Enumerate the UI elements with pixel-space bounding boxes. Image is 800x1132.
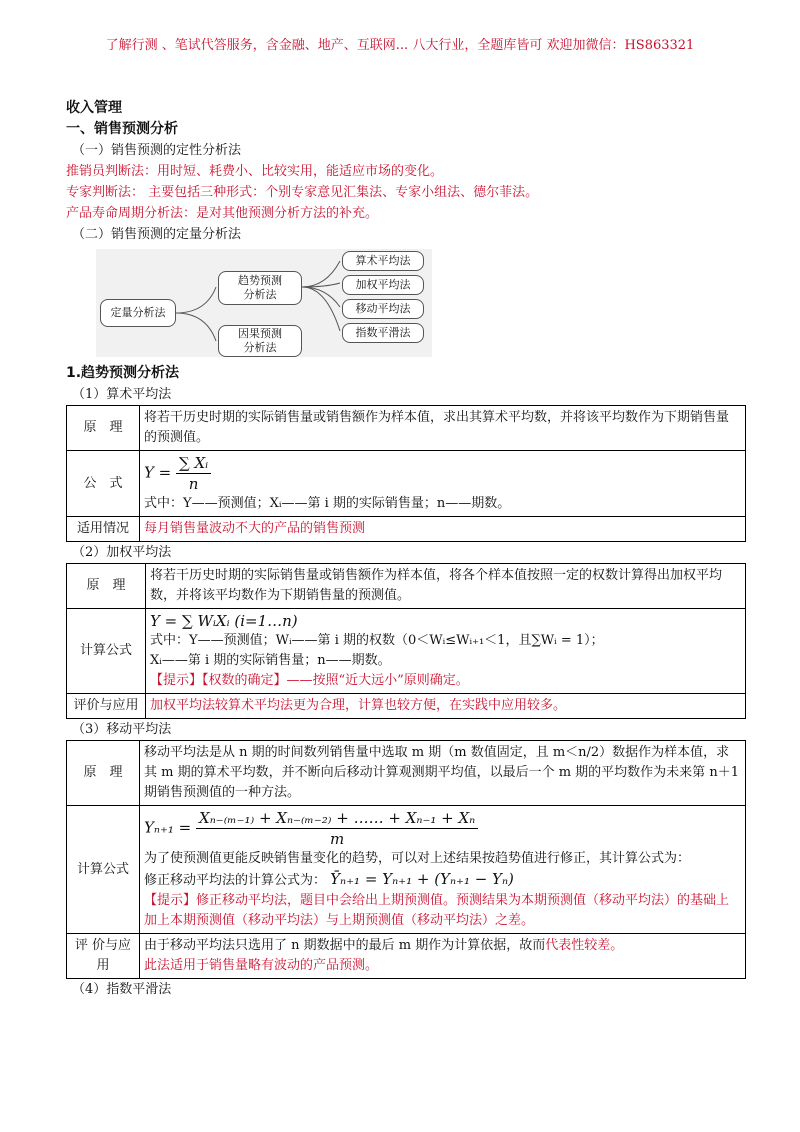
formula-note — [144, 869, 741, 891]
table-cell: 加权平均法较算术平均法更为合理，计算也较方便，在实践中应用较多。 — [146, 694, 746, 719]
eval-emphasis: 代表性较差。 — [545, 938, 624, 953]
table-cell — [140, 806, 746, 934]
method-title: （3）移动平均法 — [72, 722, 172, 737]
qual-item: 专家判断法： 主要包括三种形式：个别专家意见汇集法、专家小组法、德尔菲法。 — [66, 185, 539, 200]
table-label: 原 理 — [67, 741, 140, 806]
qual-title: （一）销售预测的定性分析法 — [72, 143, 242, 158]
table-cell: 将若干历史时期的实际销售量或销售额作为样本值，求出其算术平均数，并将该平均数作为下期销售量的预测值。 — [140, 406, 746, 451]
table-cell — [146, 609, 746, 694]
diagram-leaf: 加权平均法 — [342, 275, 424, 295]
fraction — [196, 808, 478, 849]
formula-lhs: Y = — [144, 463, 172, 482]
table-cell: 将若干历史时期的实际销售量或销售额作为样本值，将各个样本值按照一定的权数计算得出加权平均数，并将该平均数作为下期销售量的预测值。 — [146, 564, 746, 609]
formula-note: 式中：Y——预测值；Wᵢ——第 i 期的权数（0＜Wᵢ≤Wᵢ₊₁＜1，且∑Wᵢ = 1）； — [150, 633, 604, 648]
formula-intro: 修正移动平均法的计算公式为： — [144, 873, 327, 888]
eval-line — [144, 936, 741, 956]
table-label: 公 式 — [67, 451, 140, 517]
denominator: m — [330, 830, 345, 848]
numerator: Xₙ₋₍ₘ₋₁₎ + Xₙ₋₍ₘ₋₂₎ + …… + Xₙ₋₁ + Xₙ — [196, 808, 478, 829]
formula-note: Xᵢ——第 i 期的实际销售量；n——期数。 — [150, 653, 391, 668]
eval-line: 此法适用于销售量略有波动的产品预测。 — [144, 958, 379, 973]
section-heading: 一、销售预测分析 — [66, 121, 178, 137]
formula — [144, 808, 741, 849]
table-label: 原 理 — [67, 406, 140, 451]
method-title: （1）算术平均法 — [72, 387, 172, 402]
method-diagram — [96, 249, 432, 357]
table-cell: 每月销售量波动不大的产品的销售预测 — [140, 517, 746, 542]
table-label: 计算公式 — [67, 609, 146, 694]
method-title: （4）指数平滑法 — [72, 982, 172, 997]
quant-title: （二）销售预测的定量分析法 — [72, 227, 242, 242]
eval-text: 由于移动平均法只选用了 n 期数据中的最后 m 期作为计算依据，故而 — [144, 938, 546, 953]
diagram-leaf: 移动平均法 — [342, 299, 424, 319]
qual-item: 推销员判断法：用时短、耗费小、比较实用，能适应市场的变化。 — [66, 164, 444, 179]
numerator: ∑ Xᵢ — [176, 453, 211, 474]
diagram-leaf: 算术平均法 — [342, 251, 424, 271]
diagram-root: 定量分析法 — [100, 299, 176, 327]
fraction — [176, 453, 211, 494]
formula-note: 为了使预测值更能反映销售量变化的趋势，可以对上述结果按趋势值进行修正，其计算公式为： — [144, 851, 691, 866]
document-body — [66, 98, 746, 1000]
moving-table — [66, 740, 746, 979]
table-label: 评价与应用 — [67, 694, 146, 719]
arithmetic-table — [66, 405, 746, 542]
diagram-leaf: 指数平滑法 — [342, 323, 424, 343]
formula-note: 式中：Y——预测值；Xᵢ——第 i 期的实际销售量；n——期数。 — [144, 496, 511, 511]
method-title: （2）加权平均法 — [72, 545, 172, 560]
header-banner: 了解行测 、笔试代答服务，含金融、地产、互联网... 八大行业，全题库皆可 欢迎加微信：HS863321 — [105, 38, 695, 53]
formula — [144, 453, 741, 494]
table-label: 适用情况 — [67, 517, 140, 542]
table-label: 评 价与应用 — [67, 934, 140, 979]
hint-text: 【提示】【权数的确定】——按照“近大远小”原则确定。 — [150, 673, 469, 688]
trend-title: 1.趋势预测分析法 — [66, 365, 180, 381]
table-cell: 移动平均法是从 n 期的时间数列销售量中选取 m 期（m 数值固定，且 m＜n/2）数据作为样本值，求其 m 期的算术平均数，并不断向后移动计算观测期平均值，以最后一个 m 期的平均数作为未来第 n＋1期销售预测值的一种方法。 — [140, 741, 746, 806]
doc-title: 收入管理 — [66, 100, 122, 116]
qual-item: 产品寿命周期分析法：是对其他预测分析方法的补充。 — [66, 206, 379, 221]
denominator: n — [188, 475, 199, 493]
table-label: 原 理 — [67, 564, 146, 609]
weighted-table — [66, 563, 746, 719]
diagram-trend: 趋势预测 分析法 — [218, 271, 302, 305]
diagram-causal: 因果预测 分析法 — [218, 325, 302, 357]
formula-corrected: Ȳₙ₊₁ = Yₙ₊₁ + (Yₙ₊₁ − Yₙ) — [330, 870, 514, 888]
hint-text: 【提示】修正移动平均法，题目中会给出上期预测值。预测结果为本期预测值（移动平均法）的基础上加上本期预测值（移动平均法）与上期预测值（移动平均法）之差。 — [144, 893, 730, 928]
formula: Y = ∑ WᵢXᵢ (i=1…n) — [150, 612, 298, 630]
table-label: 计算公式 — [67, 806, 140, 934]
table-cell — [140, 451, 746, 517]
table-cell — [140, 934, 746, 979]
formula-lhs: Yₙ₊₁ = — [144, 818, 192, 837]
